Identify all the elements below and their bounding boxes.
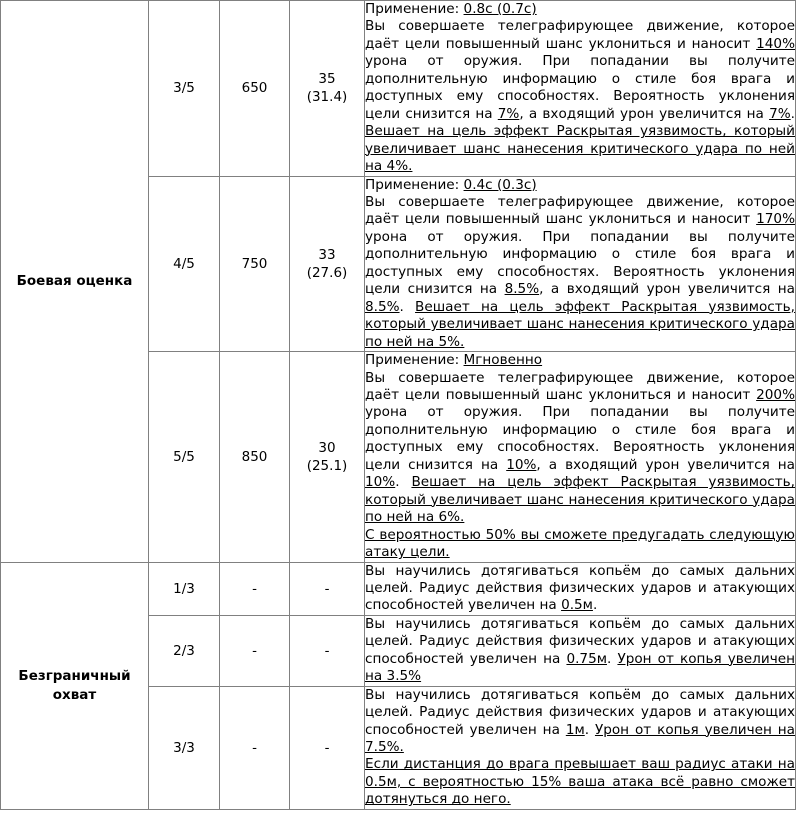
plain-text: Вы научились дотягиваться копьём до самых дальних целей. Радиус действия физических ударов и атакующих способностей увеличен на [365, 686, 795, 738]
plain-text: Применение: [365, 176, 464, 193]
plain-text: . [399, 298, 416, 315]
plain-text: , а входящий урон увеличится на [536, 456, 795, 473]
description-cell [365, 686, 796, 809]
plain-text: урона от оружия. При попадании вы получите дополнительную информацию о стиле боя врага и доступных ему способностях. Вероятность уклонения цели снизится на [365, 228, 795, 298]
description-cell [365, 562, 796, 615]
plain-text: Применение: [365, 1, 464, 17]
underlined-text: 0.75м [566, 650, 607, 667]
underlined-text: 0.8с (0.7с) [463, 1, 537, 17]
description-paragraph [365, 527, 795, 562]
plain-text: Вы научились дотягиваться копьём до самых дальних целей. Радиус действия физических ударов и атакующих способностей увеличен на [365, 615, 795, 667]
cooldown-reduced-value: (31.4) [306, 89, 348, 106]
rank-cell: 4/5 [149, 176, 220, 352]
description-paragraph [365, 370, 795, 527]
description-paragraph [365, 352, 795, 369]
description-cell [365, 352, 796, 562]
underlined-text: Урон от копья увеличен на 7.5%. [365, 721, 795, 756]
description-paragraph [365, 563, 795, 615]
underlined-text: С вероятностью 50% вы сможете предугадать следующую атаку цели. [365, 526, 795, 561]
description-cell [365, 176, 796, 352]
plain-text: , а входящий урон увеличится на [519, 105, 770, 122]
underlined-text: 0.4с (0.3с) [463, 176, 537, 193]
cooldown-cell [290, 686, 365, 809]
description-paragraph [365, 616, 795, 686]
underlined-text: 7% [769, 105, 791, 122]
underlined-text: Вешает на цель эффект Раскрытая уязвимость, который увеличивает шанс нанесения критического удара по ней на 6%. [365, 474, 795, 526]
table-row [1, 1, 796, 177]
cost-cell: - [220, 615, 290, 686]
cost-cell: - [220, 686, 290, 809]
cooldown-value: 30 [318, 439, 336, 456]
cooldown-reduced-value: (25.1) [306, 457, 348, 474]
skill-name-cell [1, 1, 149, 563]
skill-name-line: охват [52, 686, 97, 703]
skill-name-line: Безграничный [18, 668, 131, 685]
cost-cell: 650 [220, 1, 290, 177]
underlined-text: 7% [497, 105, 520, 122]
description-paragraph [365, 177, 795, 194]
plain-text: , а входящий урон увеличится на [539, 281, 795, 298]
skill-name-cell [1, 562, 149, 809]
underlined-text: 140% [756, 35, 795, 52]
underlined-text: 8.5% [504, 281, 540, 298]
underlined-text: 170% [756, 211, 795, 228]
underlined-text: Урон от копья увеличен на 3.5% [365, 650, 795, 685]
cooldown-value: - [324, 580, 330, 597]
plain-text: . [606, 650, 618, 667]
cooldown-cell [290, 352, 365, 562]
underlined-text: 8.5% [365, 298, 400, 315]
plain-text: Вы научились дотягиваться копьём до самых дальних целей. Радиус действия физических ударов и атакующих способностей увеличен на [365, 562, 795, 614]
plain-text: Вы совершаете телеграфирующее движение, которое даёт цели повышенный шанс уклониться и наносит [365, 369, 795, 403]
underlined-text: Мгновенно [463, 352, 543, 369]
underlined-text: Если дистанция до врага превышает ваш радиус атаки на 0.5м, с вероятностью 15% ваша атака всё равно сможет дотянуться до него. [365, 756, 795, 808]
plain-text: . [395, 474, 412, 491]
description-paragraph [365, 687, 795, 757]
plain-text: Вы совершаете телеграфирующее движение, которое даёт цели повышенный шанс уклониться и наносит [365, 193, 795, 228]
plain-text: . [584, 721, 595, 738]
plain-text: . [790, 105, 795, 122]
cooldown-value: 35 [318, 71, 336, 88]
table-row [1, 562, 796, 615]
description-paragraph [365, 756, 795, 808]
plain-text: . [592, 597, 598, 614]
underlined-text: Вешает на цель эффект Раскрытая уязвимость, который увеличивает шанс нанесения критического удара по ней на 5%. [365, 298, 795, 350]
plain-text: Применение: [365, 352, 464, 369]
underlined-text: 200% [756, 386, 795, 403]
plain-text: Вы совершаете телеграфирующее движение, которое даёт цели повышенный шанс уклониться и наносит [365, 18, 795, 52]
description-paragraph [365, 18, 795, 175]
underlined-text: 10% [506, 456, 537, 473]
plain-text: урона от оружия. При попадании вы получите дополнительную информацию о стиле боя врага и доступных ему способностях. Вероятность уклонения цели снизится на [365, 404, 795, 473]
skill-name-line: Боевая оценка [16, 273, 133, 290]
rank-cell: 1/3 [149, 562, 220, 615]
cost-cell: - [220, 562, 290, 615]
plain-text: урона от оружия. При попадании вы получите дополнительную информацию о стиле боя врага и доступных ему способностях. Вероятность уклонения цели снизится на [365, 53, 795, 122]
cooldown-cell [290, 562, 365, 615]
underlined-text: Вешает на цель эффект Раскрытая уязвимость, который увеличивает шанс нанесения критического удара по ней на 4%. [365, 123, 795, 175]
underlined-text: 1м [565, 721, 585, 738]
description-paragraph [365, 1, 795, 18]
rank-cell: 3/5 [149, 1, 220, 177]
underlined-text: 0.5м [561, 597, 593, 614]
description-paragraph [365, 194, 795, 351]
cost-cell: 750 [220, 176, 290, 352]
description-cell [365, 615, 796, 686]
rank-cell: 5/5 [149, 352, 220, 562]
cooldown-cell [290, 615, 365, 686]
rank-cell: 3/3 [149, 686, 220, 809]
cooldown-cell [290, 176, 365, 352]
rank-cell: 2/3 [149, 615, 220, 686]
cooldown-reduced-value: (27.6) [306, 264, 348, 281]
cooldown-cell [290, 1, 365, 177]
cooldown-value: - [324, 642, 330, 659]
underlined-text: 10% [365, 474, 396, 491]
description-cell [365, 1, 796, 177]
cost-cell: 850 [220, 352, 290, 562]
cooldown-value: 33 [318, 246, 336, 263]
cooldown-value: - [324, 739, 330, 756]
